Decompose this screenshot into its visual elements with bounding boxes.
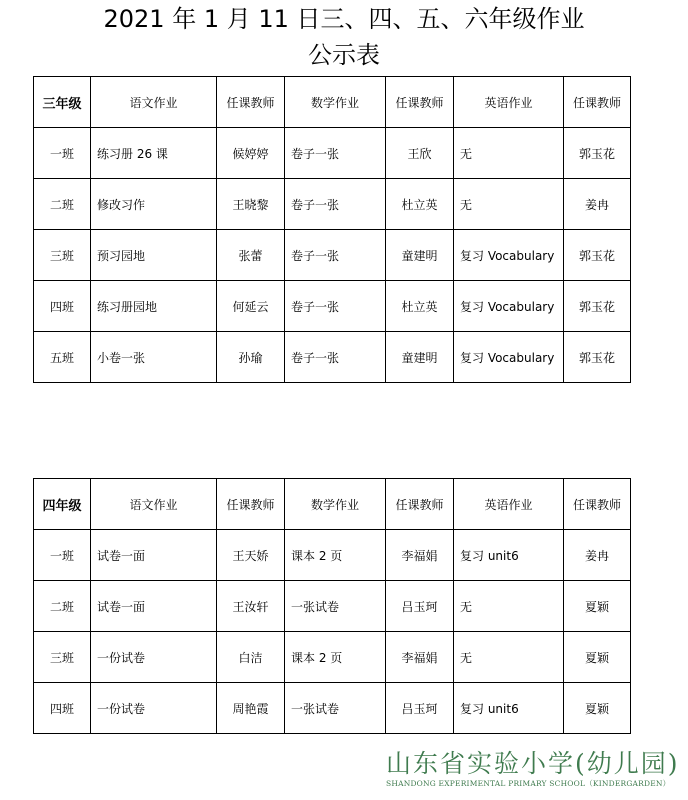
math-teacher-cell: 李福娟: [386, 530, 454, 581]
header-chinese: 语文作业: [91, 77, 217, 128]
chinese-homework-cell: 一份试卷: [91, 632, 217, 683]
header-teacher: 任课教师: [386, 77, 454, 128]
class-name-cell: 二班: [34, 581, 91, 632]
english-homework-cell: 复习 unit6: [454, 530, 564, 581]
header-chinese: 语文作业: [91, 479, 217, 530]
english-homework-cell: 复习 unit6: [454, 683, 564, 734]
chinese-homework-cell: 练习册 26 课: [91, 128, 217, 179]
chinese-teacher-cell: 何延云: [217, 281, 285, 332]
header-english: 英语作业: [454, 77, 564, 128]
math-homework-cell: 课本 2 页: [285, 530, 386, 581]
header-math: 数学作业: [285, 77, 386, 128]
english-teacher-cell: 郭玉花: [564, 230, 631, 281]
table-row: [34, 632, 631, 683]
chinese-teacher-cell: 白洁: [217, 632, 285, 683]
chinese-homework-cell: 小卷一张: [91, 332, 217, 383]
math-homework-cell: 卷子一张: [285, 179, 386, 230]
math-homework-cell: 卷子一张: [285, 332, 386, 383]
class-name-cell: 一班: [34, 128, 91, 179]
english-teacher-cell: 姜冉: [564, 179, 631, 230]
chinese-homework-cell: 练习册园地: [91, 281, 217, 332]
table-row: [34, 179, 631, 230]
english-homework-cell: 无: [454, 581, 564, 632]
header-english: 英语作业: [454, 479, 564, 530]
chinese-homework-cell: 预习园地: [91, 230, 217, 281]
logo-english-name: SHANDONG EXPERIMENTAL PRIMARY SCHOOL（KINDERGARDEN）: [386, 779, 671, 788]
english-homework-cell: 复习 Vocabulary: [454, 230, 564, 281]
chinese-homework-cell: 试卷一面: [91, 581, 217, 632]
math-homework-cell: 卷子一张: [285, 230, 386, 281]
class-name-cell: 四班: [34, 683, 91, 734]
table-row: [34, 230, 631, 281]
math-teacher-cell: 童建明: [386, 332, 454, 383]
table-row: [34, 683, 631, 734]
header-math: 数学作业: [285, 479, 386, 530]
english-teacher-cell: 夏颖: [564, 632, 631, 683]
class-name-cell: 四班: [34, 281, 91, 332]
chinese-teacher-cell: 张蕾: [217, 230, 285, 281]
english-teacher-cell: 郭玉花: [564, 332, 631, 383]
math-homework-cell: 课本 2 页: [285, 632, 386, 683]
chinese-homework-cell: 修改习作: [91, 179, 217, 230]
english-teacher-cell: 郭玉花: [564, 281, 631, 332]
english-homework-cell: 无: [454, 632, 564, 683]
chinese-homework-cell: 一份试卷: [91, 683, 217, 734]
class-name-cell: 五班: [34, 332, 91, 383]
math-teacher-cell: 李福娟: [386, 632, 454, 683]
chinese-teacher-cell: 孙瑜: [217, 332, 285, 383]
school-logo: [386, 749, 680, 790]
math-teacher-cell: 吕玉珂: [386, 581, 454, 632]
math-homework-cell: 卷子一张: [285, 281, 386, 332]
math-homework-cell: 卷子一张: [285, 128, 386, 179]
header-teacher: 任课教师: [217, 479, 285, 530]
chinese-teacher-cell: 王汝轩: [217, 581, 285, 632]
grade-label: 三年级: [34, 77, 91, 128]
logo-chinese-name: 山东省实验小学(幼儿园): [386, 749, 680, 778]
table-row: [34, 581, 631, 632]
table-row: [34, 530, 631, 581]
english-teacher-cell: 郭玉花: [564, 128, 631, 179]
english-teacher-cell: 夏颖: [564, 683, 631, 734]
english-teacher-cell: 夏颖: [564, 581, 631, 632]
english-teacher-cell: 姜冉: [564, 530, 631, 581]
class-name-cell: 三班: [34, 230, 91, 281]
english-homework-cell: 复习 Vocabulary: [454, 281, 564, 332]
math-homework-cell: 一张试卷: [285, 683, 386, 734]
math-teacher-cell: 童建明: [386, 230, 454, 281]
class-name-cell: 三班: [34, 632, 91, 683]
table-row: [34, 128, 631, 179]
chinese-teacher-cell: 周艳霞: [217, 683, 285, 734]
chinese-homework-cell: 试卷一面: [91, 530, 217, 581]
header-teacher: 任课教师: [217, 77, 285, 128]
page-title-line1: 2021 年 1 月 11 日三、四、五、六年级作业: [103, 5, 585, 33]
class-name-cell: 一班: [34, 530, 91, 581]
math-teacher-cell: 王欣: [386, 128, 454, 179]
header-teacher: 任课教师: [564, 77, 631, 128]
math-teacher-cell: 吕玉珂: [386, 683, 454, 734]
table-header-row: [34, 479, 631, 530]
header-teacher: 任课教师: [564, 479, 631, 530]
english-homework-cell: 无: [454, 179, 564, 230]
class-name-cell: 二班: [34, 179, 91, 230]
english-homework-cell: 无: [454, 128, 564, 179]
chinese-teacher-cell: 王晓黎: [217, 179, 285, 230]
chinese-teacher-cell: 王天娇: [217, 530, 285, 581]
header-teacher: 任课教师: [386, 479, 454, 530]
english-homework-cell: 复习 Vocabulary: [454, 332, 564, 383]
math-homework-cell: 一张试卷: [285, 581, 386, 632]
table-header-row: [34, 77, 631, 128]
page-title-line2: 公示表: [308, 41, 380, 69]
grade4-homework-table: [33, 478, 631, 734]
grade-label: 四年级: [34, 479, 91, 530]
chinese-teacher-cell: 候婷婷: [217, 128, 285, 179]
grade3-homework-table: [33, 76, 631, 383]
math-teacher-cell: 杜立英: [386, 281, 454, 332]
table-row: [34, 281, 631, 332]
table-row: [34, 332, 631, 383]
math-teacher-cell: 杜立英: [386, 179, 454, 230]
